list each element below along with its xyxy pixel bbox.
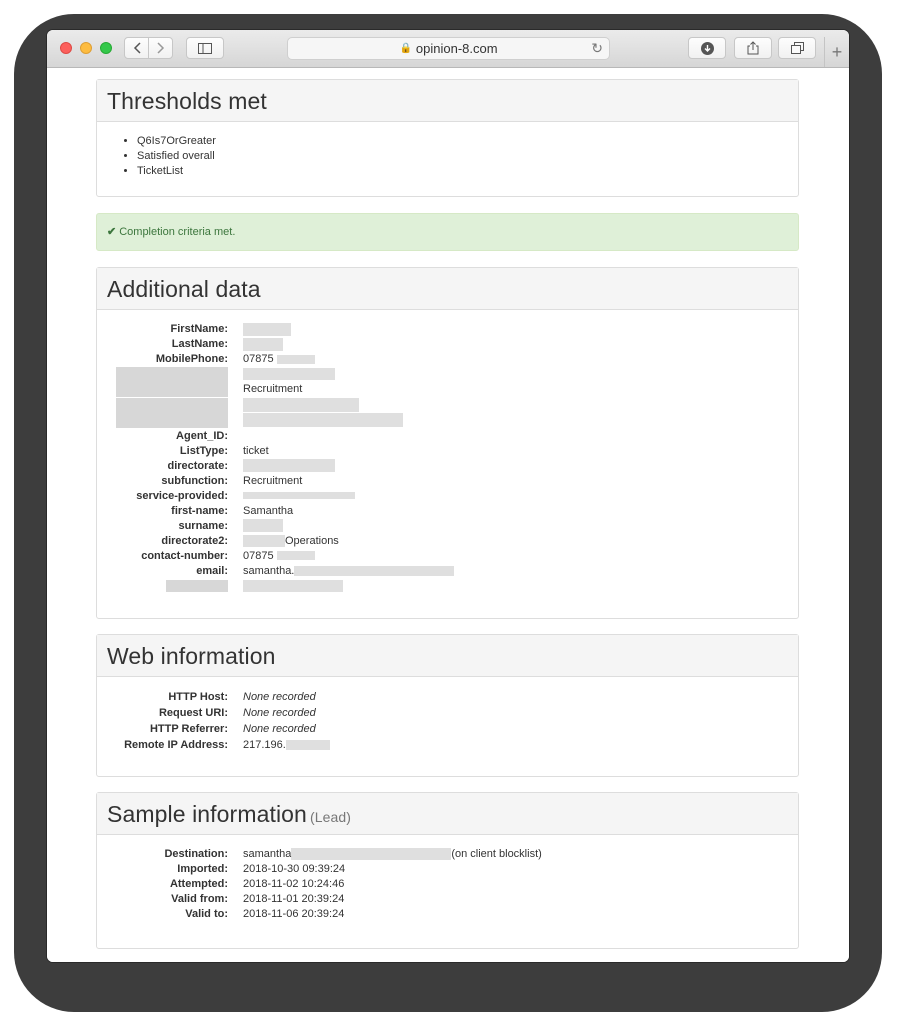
close-window-button[interactable] [60, 42, 72, 54]
web-information-title: Web information [97, 635, 798, 677]
kv-value: 2018-11-01 20:39:24 [243, 893, 345, 905]
kv-key-redacted [107, 398, 243, 413]
kv-value [243, 519, 283, 534]
kv-row [107, 862, 788, 877]
kv-value: 2018-10-30 09:39:24 [243, 863, 346, 875]
kv-key-redacted [107, 579, 243, 594]
kv-key: directorate: [167, 459, 228, 472]
sidebar-icon [198, 43, 212, 54]
kv-row [107, 907, 788, 922]
forward-button[interactable] [148, 37, 173, 59]
kv-key: Request URI: [158, 707, 228, 719]
share-icon [747, 41, 759, 55]
kv-key: directorate2: [161, 534, 228, 547]
kv-value [243, 489, 355, 504]
kv-key-redacted [107, 382, 243, 397]
kv-key-redacted [107, 413, 243, 428]
kv-key: HTTP Host: [168, 691, 228, 703]
kv-row [107, 721, 788, 737]
kv-key: contact-number: [141, 549, 228, 562]
kv-key: Valid from: [171, 893, 228, 905]
kv-value: None recorded [243, 707, 316, 719]
thresholds-panel [96, 79, 799, 197]
sample-information-header [97, 793, 798, 835]
downloads-button[interactable] [688, 37, 726, 59]
kv-row [107, 689, 788, 705]
reload-icon[interactable]: ↻ [591, 40, 603, 56]
kv-row [107, 429, 788, 444]
tabs-overview-button[interactable] [778, 37, 816, 59]
kv-value: 07875 [243, 549, 315, 564]
download-icon [701, 42, 714, 55]
kv-key: Destination: [164, 848, 228, 860]
share-button[interactable] [734, 37, 772, 59]
kv-row [107, 474, 788, 489]
kv-value: None recorded [243, 691, 316, 703]
kv-key-redacted [107, 367, 243, 382]
sample-lead-label: (Lead) [309, 809, 352, 825]
kv-row [107, 413, 788, 428]
threshold-item: • Satisfied overall [137, 149, 788, 164]
kv-row [107, 337, 788, 352]
threshold-item: • Q6Is7OrGreater [137, 134, 788, 149]
kv-row [107, 579, 788, 594]
kv-row [107, 847, 788, 862]
page-content [47, 68, 849, 962]
kv-value: Samantha [243, 504, 294, 517]
kv-key: Attempted: [169, 878, 228, 890]
additional-data-title: Additional data [97, 268, 798, 310]
kv-row [107, 459, 788, 474]
kv-value [243, 579, 343, 594]
completion-alert-text: Completion criteria met. [119, 226, 236, 238]
browser-toolbar [47, 30, 849, 68]
lock-icon: 🔒 [399, 43, 412, 54]
chevron-left-icon [133, 42, 141, 54]
kv-row [107, 737, 788, 753]
kv-key: surname: [178, 519, 228, 532]
kv-value: 2018-11-06 20:39:24 [243, 908, 345, 920]
kv-key: Valid to: [185, 908, 228, 920]
kv-row [107, 534, 788, 549]
sidebar-toggle-button[interactable] [186, 37, 224, 59]
kv-key: subfunction: [161, 474, 228, 487]
chevron-right-icon [157, 42, 165, 54]
check-icon: ✔ [107, 226, 117, 238]
kv-row [107, 519, 788, 534]
kv-key: ListType: [179, 444, 228, 457]
kv-row [107, 489, 788, 504]
address-bar[interactable] [287, 37, 610, 60]
kv-value: None recorded [243, 723, 316, 735]
kv-row [107, 322, 788, 337]
sample-information-title: Sample information [107, 801, 307, 827]
sample-information-panel [96, 792, 799, 949]
kv-value [243, 398, 359, 413]
kv-row [107, 564, 788, 579]
kv-key: Remote IP Address: [124, 739, 228, 751]
kv-row [107, 892, 788, 907]
kv-value: samantha (on client blocklist) [243, 848, 542, 860]
kv-row [107, 877, 788, 892]
kv-value [243, 337, 283, 352]
kv-value: 2018-11-02 10:24:46 [243, 878, 345, 890]
kv-key: FirstName: [170, 323, 228, 335]
kv-row [107, 367, 788, 382]
completion-alert [96, 213, 799, 251]
kv-value: 217.196. [243, 737, 330, 753]
kv-row [107, 398, 788, 413]
kv-key: first-name: [171, 504, 228, 517]
kv-row [107, 352, 788, 367]
kv-row [107, 705, 788, 721]
kv-key: Imported: [177, 863, 228, 875]
thresholds-title: Thresholds met [97, 80, 798, 122]
address-url: opinion-8.com [415, 41, 498, 56]
kv-row [107, 549, 788, 564]
kv-value: ticket [243, 444, 269, 457]
thresholds-list [107, 134, 788, 179]
kv-row [107, 444, 788, 459]
kv-row [107, 382, 788, 397]
kv-value: 07875 [243, 352, 315, 367]
kv-row [107, 504, 788, 519]
kv-value [243, 459, 335, 474]
threshold-item: • TicketList [137, 164, 788, 179]
additional-data-panel [96, 267, 799, 619]
kv-value [243, 322, 291, 337]
web-information-panel [96, 634, 799, 777]
zoom-window-button[interactable] [100, 42, 112, 54]
plus-icon: + [831, 41, 843, 62]
kv-key: MobilePhone: [155, 353, 228, 365]
tabs-icon [791, 42, 804, 54]
kv-key: email: [196, 564, 228, 577]
kv-key: HTTP Referrer: [149, 723, 228, 735]
kv-value: Recruitment [243, 474, 303, 487]
kv-key: LastName: [171, 338, 228, 350]
kv-key: Agent_ID: [176, 429, 228, 442]
kv-value: Recruitment [243, 383, 303, 396]
browser-window [47, 30, 849, 962]
new-tab-button[interactable] [824, 37, 849, 67]
kv-key: service-provided: [136, 489, 228, 502]
kv-value: samantha. [243, 564, 454, 579]
kv-value: Operations [243, 534, 339, 549]
minimize-window-button[interactable] [80, 42, 92, 54]
back-button[interactable] [124, 37, 149, 59]
kv-value [243, 413, 403, 428]
kv-value [243, 367, 335, 382]
